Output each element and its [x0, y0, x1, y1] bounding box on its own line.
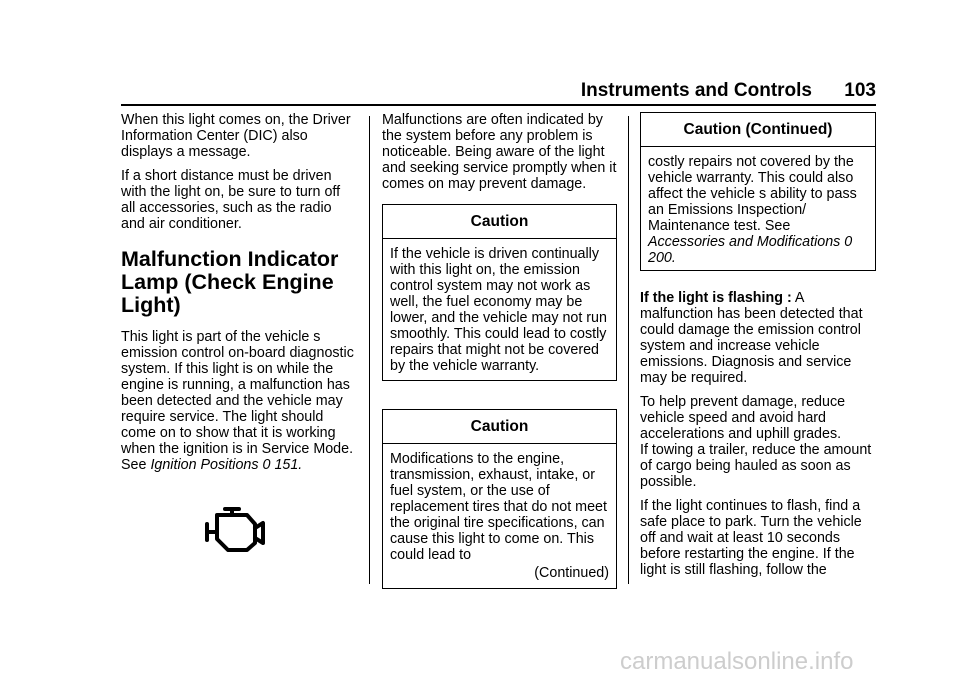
caution-box	[640, 112, 876, 271]
caution-text: Modifications to the engine, transmission, exhaust, intake, or fuel system, or the use of replacement tires that do not meet the original tire specifications, can cause this light to come on. This could lead to	[390, 451, 607, 563]
paragraph: If towing a trailer, reduce the amount of cargo being hauled as soon as possible.	[640, 442, 872, 490]
caution-title: Caution	[383, 205, 616, 239]
column-divider	[369, 116, 370, 584]
paragraph: To help prevent damage, reduce vehicle speed and avoid hard accelerations and uphill grades.	[640, 394, 846, 442]
column-divider	[628, 116, 629, 584]
caution-body: If the vehicle is driven continually with this light on, the emission control system may not work as well, the fuel economy may be lower, and the vehicle may not run smoothly. This could lead to costly repairs that might not be covered by the vehicle warranty.	[390, 246, 607, 374]
caution-body	[383, 444, 616, 589]
column-2	[382, 112, 617, 589]
page-reference[interactable]: 200.	[648, 250, 676, 266]
paragraph	[121, 329, 357, 473]
caution-box	[382, 204, 617, 381]
page-header	[121, 80, 876, 104]
caution-title: Caution	[383, 410, 616, 444]
cross-reference-link[interactable]: Accessories and Modifications	[648, 234, 841, 250]
paragraph: If the light continues to flash, find a safe place to park. Turn the vehicle off and wait at least 10 seconds before restarting the engine. If the light is still flashing, follow the	[640, 498, 862, 578]
column-3	[640, 112, 876, 586]
cross-reference-link[interactable]: Ignition Positions	[150, 457, 259, 473]
header-rule	[121, 104, 876, 106]
caution-box	[382, 409, 617, 589]
paragraph-text: This light is part of the vehicle s emission control on-board diagnostic system. If this light is on while the engine is running, a malfunction has been detected and the vehicle may require service. The light should come on to show that it is working when the ignition is in Service Mode. See	[121, 329, 354, 473]
caution-title: Caution (Continued)	[641, 113, 875, 147]
page-ref-arrow-icon: 0	[262, 457, 271, 473]
paragraph	[640, 290, 876, 386]
run-in-heading: If the light is flashing :	[640, 290, 792, 306]
page-reference[interactable]: 151.	[274, 457, 303, 473]
section-heading: Malfunction Indicator Lamp (Check Engine Light)	[121, 247, 339, 317]
paragraph: When this light comes on, the Driver Information Center (DIC) also displays a message.	[121, 112, 351, 160]
paragraph-text: A malfunction has been detected that could damage the emission control system and increase vehicle emissions. Diagnosis and service may be required.	[640, 290, 863, 386]
caution-body	[641, 147, 875, 274]
column-1	[121, 112, 357, 473]
paragraph: If a short distance must be driven with the light on, be sure to turn off all accessories, such as the radio and air conditioner.	[121, 168, 341, 232]
watermark: carmanualsonline.info	[620, 648, 854, 675]
page-number: 103	[844, 80, 876, 101]
section-title: Instruments and Controls	[580, 80, 812, 101]
paragraph: Malfunctions are often indicated by the system before any problem is noticeable. Being aware of the light and seeking service promptly when it comes on may prevent damage.	[382, 112, 617, 192]
page-ref-arrow-icon: 0	[844, 234, 853, 250]
check-engine-icon	[203, 505, 271, 553]
continued-label: (Continued)	[534, 565, 609, 581]
caution-text: costly repairs not covered by the vehicle warranty. This could also affect the vehicle s ability to pass an Emissions Inspection/ Maintenance test. See	[648, 154, 857, 234]
